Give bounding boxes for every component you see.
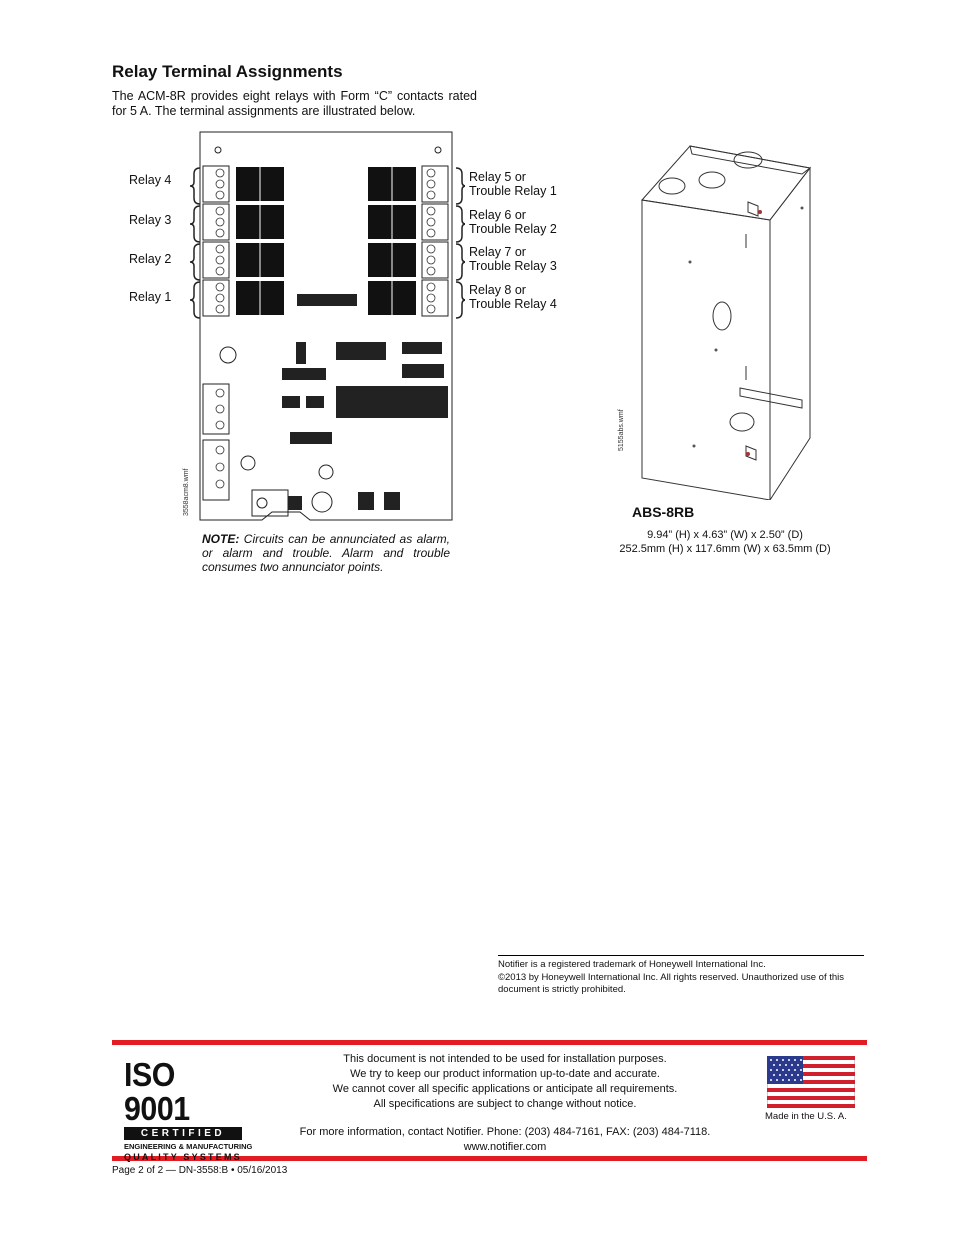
us-flag-icon [767, 1056, 855, 1108]
abs-8rb-enclosure-drawing [630, 138, 820, 500]
box-title: ABS-8RB [632, 504, 695, 520]
board-note: NOTE: Circuits can be annunciated as alarm, or alarm and trouble. Alarm and trouble consumes two annunciator points. [202, 532, 450, 574]
footer-top-bar [112, 1040, 867, 1045]
trademark-divider [498, 955, 864, 956]
page-info: Page 2 of 2 — DN-3558:B • 05/16/2013 [112, 1165, 288, 1176]
relay-label-left: Relay 2 [129, 252, 172, 266]
section-title: Relay Terminal Assignments [112, 62, 343, 81]
relay-label-right: Relay 7 or Trouble Relay 3 [469, 245, 557, 273]
relay-label-left: Relay 4 [129, 173, 172, 187]
relay-label-left: Relay 3 [129, 213, 172, 227]
relay-label-right: Relay 8 or Trouble Relay 4 [469, 283, 557, 311]
acm-8r-board-drawing [180, 130, 465, 530]
box-dimensions: 9.94” (H) x 4.63” (W) x 2.50” (D) 252.5mm (H) x 117.6mm (W) x 63.5mm (D) [619, 529, 831, 555]
relay-label-right: Relay 6 or Trouble Relay 2 [469, 208, 557, 236]
contact-info: For more information, contact Notifier. Phone: (203) 484-7161, FAX: (203) 484-7118. www.notifier.com [299, 1126, 711, 1153]
board-figure-id: 3558acm8.wmf [183, 468, 190, 516]
trademark-notice: Notifier is a registered trademark of Honeywell International Inc. ©2013 by Honeywell International Inc. All rights reserved. Unauthorized use of this document is strictly prohibited. [498, 959, 845, 995]
box-figure-id: 5155abs.wmf [618, 409, 625, 451]
iso-9001-logo: ISO 9001 CERTIFIED ENGINEERING & MANUFACTURING QUALITY SYSTEMS [124, 1056, 253, 1162]
relay-label-right: Relay 5 or Trouble Relay 1 [469, 170, 557, 198]
relay-label-left: Relay 1 [129, 290, 172, 304]
intro-text: The ACM-8R provides eight relays with Form “C” contacts rated for 5 A. The terminal assignments are illustrated below. [112, 89, 477, 118]
made-in-usa: Made in the U.S. A. [765, 1111, 847, 1122]
disclaimer: This document is not intended to be used for installation purposes. We try to keep our product information up-to-date and accurate. We cannot cover all specific applications or anticipate all requirements. All specifications are subject to change without notice. [332, 1053, 678, 1110]
